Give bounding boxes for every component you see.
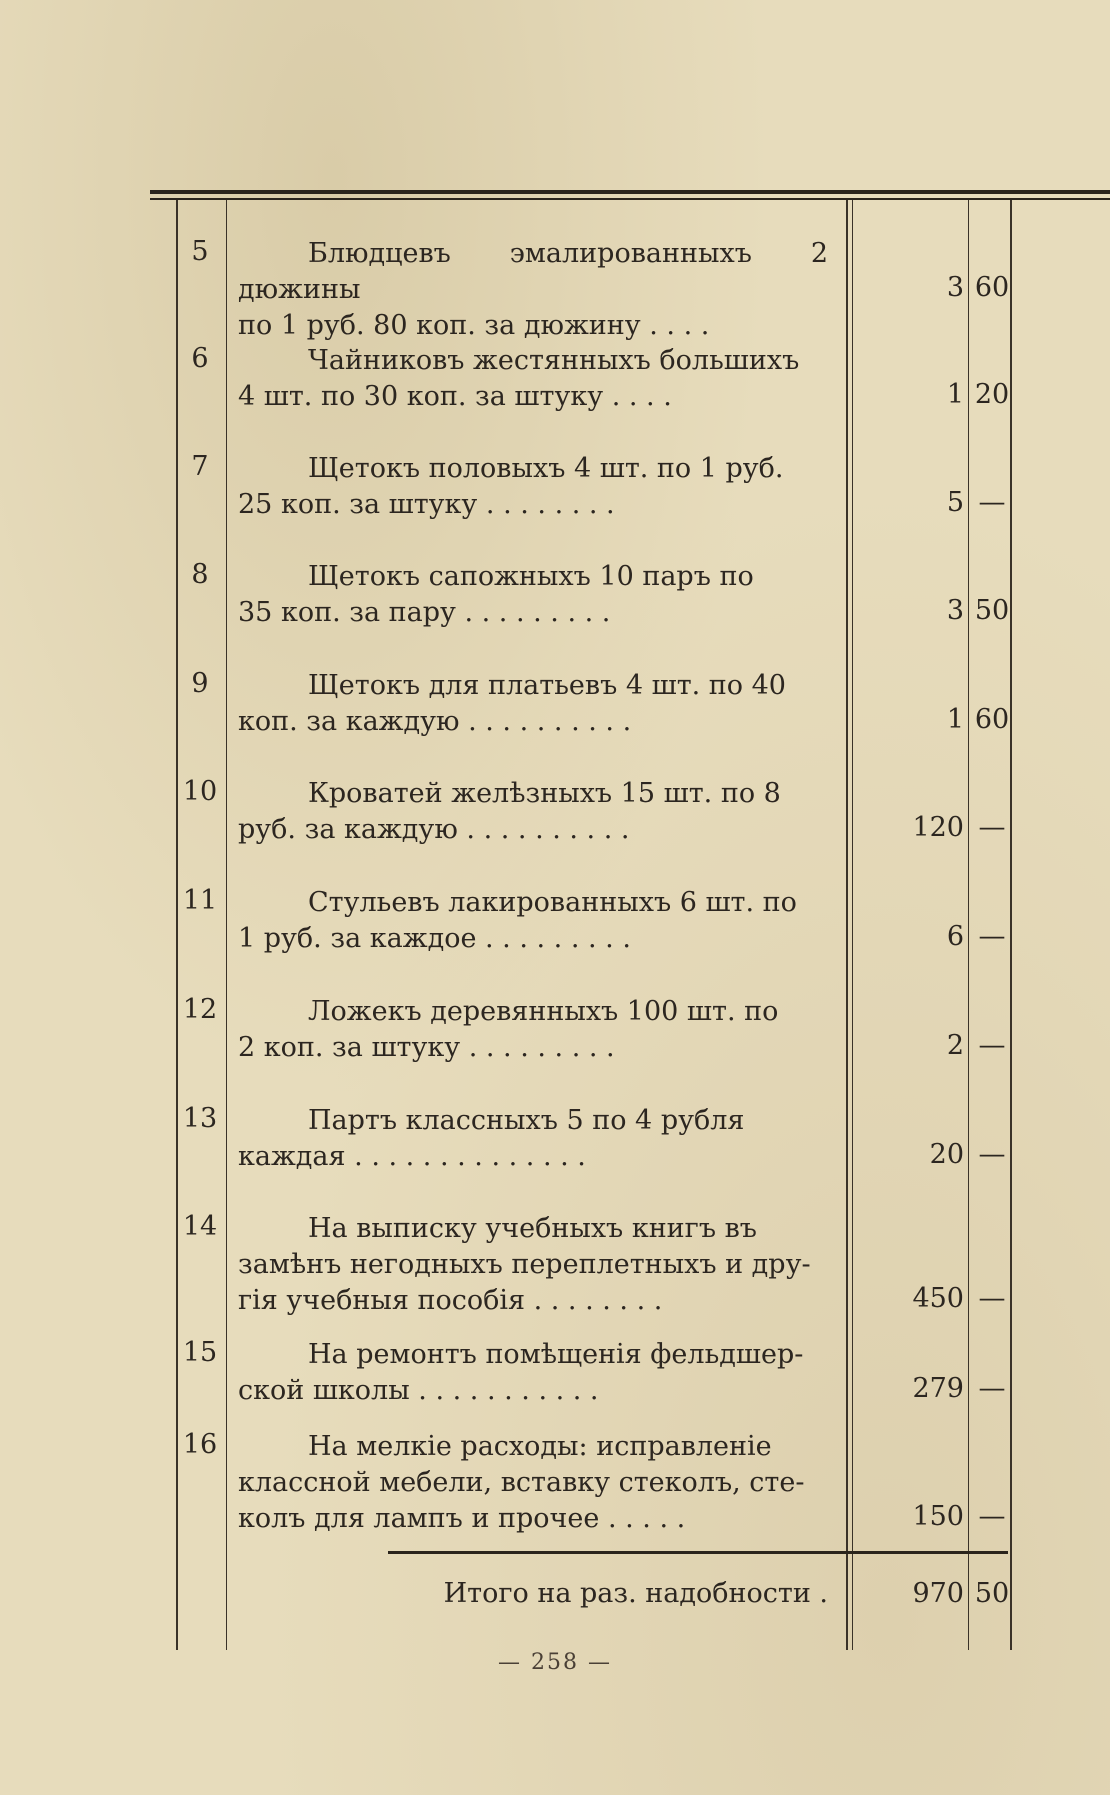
item-description: На выписку учебныхъ книгъ въ замѣнъ негодныхъ переплетныхъ и дру- гія учебныя пособія . . . . . . . . — [238, 1213, 811, 1316]
amount-kopecks: — — [978, 1501, 1006, 1532]
item-description: Партъ классныхъ 5 по 4 рубля каждая . . . . . . . . . . . . . . — [238, 1105, 745, 1172]
item-description: Стульевъ лакированныхъ 6 шт. по 1 руб. за каждое . . . . . . . . . — [238, 887, 797, 954]
item-description: На ремонтъ помѣщенія фельдшер- ской школы . . . . . . . . . . . — [238, 1339, 804, 1406]
item-description: На мелкіе расходы: исправленіе классной мебели, вставку стеколъ, сте- колъ для лампъ и прочее . . . . . — [238, 1431, 805, 1534]
amount-kopecks: 60 — [974, 272, 1010, 303]
top-rule — [150, 190, 1110, 194]
amount-rubles: 1 — [946, 379, 964, 410]
amount-rubles: 150 — [912, 1501, 964, 1532]
item-description: Кроватей желѣзныхъ 15 шт. по 8 руб. за каждую . . . . . . . . . . — [238, 778, 781, 845]
amount-rubles: 1 — [946, 704, 964, 735]
item-number: 14 — [182, 1211, 218, 1242]
item-number: 6 — [191, 343, 209, 374]
column-rule-rubles-left — [846, 200, 848, 1650]
column-rule-description — [226, 200, 227, 1650]
amount-rubles: 120 — [912, 812, 964, 843]
amount-rubles: 3 — [946, 595, 964, 626]
amount-rubles: 279 — [912, 1373, 964, 1404]
amount-kopecks: 50 — [974, 595, 1010, 626]
amount-rubles: 20 — [929, 1139, 964, 1170]
item-description: Чайниковъ жестянныхъ большихъ 4 шт. по 30 коп. за штуку . . . . — [238, 345, 800, 412]
total-label: Итого на раз. надобности . — [443, 1578, 828, 1609]
item-description: Щетокъ половыхъ 4 шт. по 1 руб. 25 коп. за штуку . . . . . . . . — [238, 453, 784, 520]
amount-kopecks: — — [978, 921, 1006, 952]
amount-kopecks: — — [978, 812, 1006, 843]
item-number: 7 — [191, 451, 209, 482]
item-description: Щетокъ для платьевъ 4 шт. по 40 коп. за каждую . . . . . . . . . . — [238, 670, 786, 737]
item-number: 8 — [191, 559, 209, 590]
amount-rubles: 450 — [912, 1283, 964, 1314]
item-description: Щетокъ сапожныхъ 10 паръ по 35 коп. за пару . . . . . . . . . — [238, 561, 754, 628]
amount-rubles: 5 — [946, 487, 964, 518]
amount-kopecks: 60 — [974, 704, 1010, 735]
amount-rubles: 3 — [946, 272, 964, 303]
item-number: 9 — [191, 668, 209, 699]
item-number: 16 — [182, 1429, 218, 1460]
item-number: 15 — [182, 1337, 218, 1368]
item-number: 5 — [191, 236, 209, 267]
item-number: 13 — [182, 1103, 218, 1134]
amount-kopecks: — — [978, 1283, 1006, 1314]
amount-kopecks: 20 — [974, 379, 1010, 410]
amount-kopecks: — — [978, 1139, 1006, 1170]
amount-kopecks: — — [978, 487, 1006, 518]
amount-rubles: 6 — [946, 921, 964, 952]
amount-rubles: 2 — [946, 1030, 964, 1061]
item-description: Блюдцевъ эмалированныхъ 2 дюжины по 1 руб. 80 коп. за дюжину . . . . — [238, 238, 828, 341]
top-rule-thin — [150, 198, 1110, 200]
amount-kopecks: — — [978, 1030, 1006, 1061]
total-kopecks: 50 — [974, 1578, 1010, 1609]
item-number: 11 — [182, 885, 218, 916]
item-description: Ложекъ деревянныхъ 100 шт. по 2 коп. за штуку . . . . . . . . . — [238, 996, 779, 1063]
item-number: 10 — [182, 776, 218, 807]
amount-kopecks: — — [978, 1373, 1006, 1404]
total-rubles: 970 — [912, 1578, 964, 1609]
column-rule-kopecks — [968, 200, 969, 1650]
item-number: 12 — [182, 994, 218, 1025]
page-number: — 258 — — [498, 1650, 612, 1675]
total-rule — [388, 1551, 1008, 1554]
